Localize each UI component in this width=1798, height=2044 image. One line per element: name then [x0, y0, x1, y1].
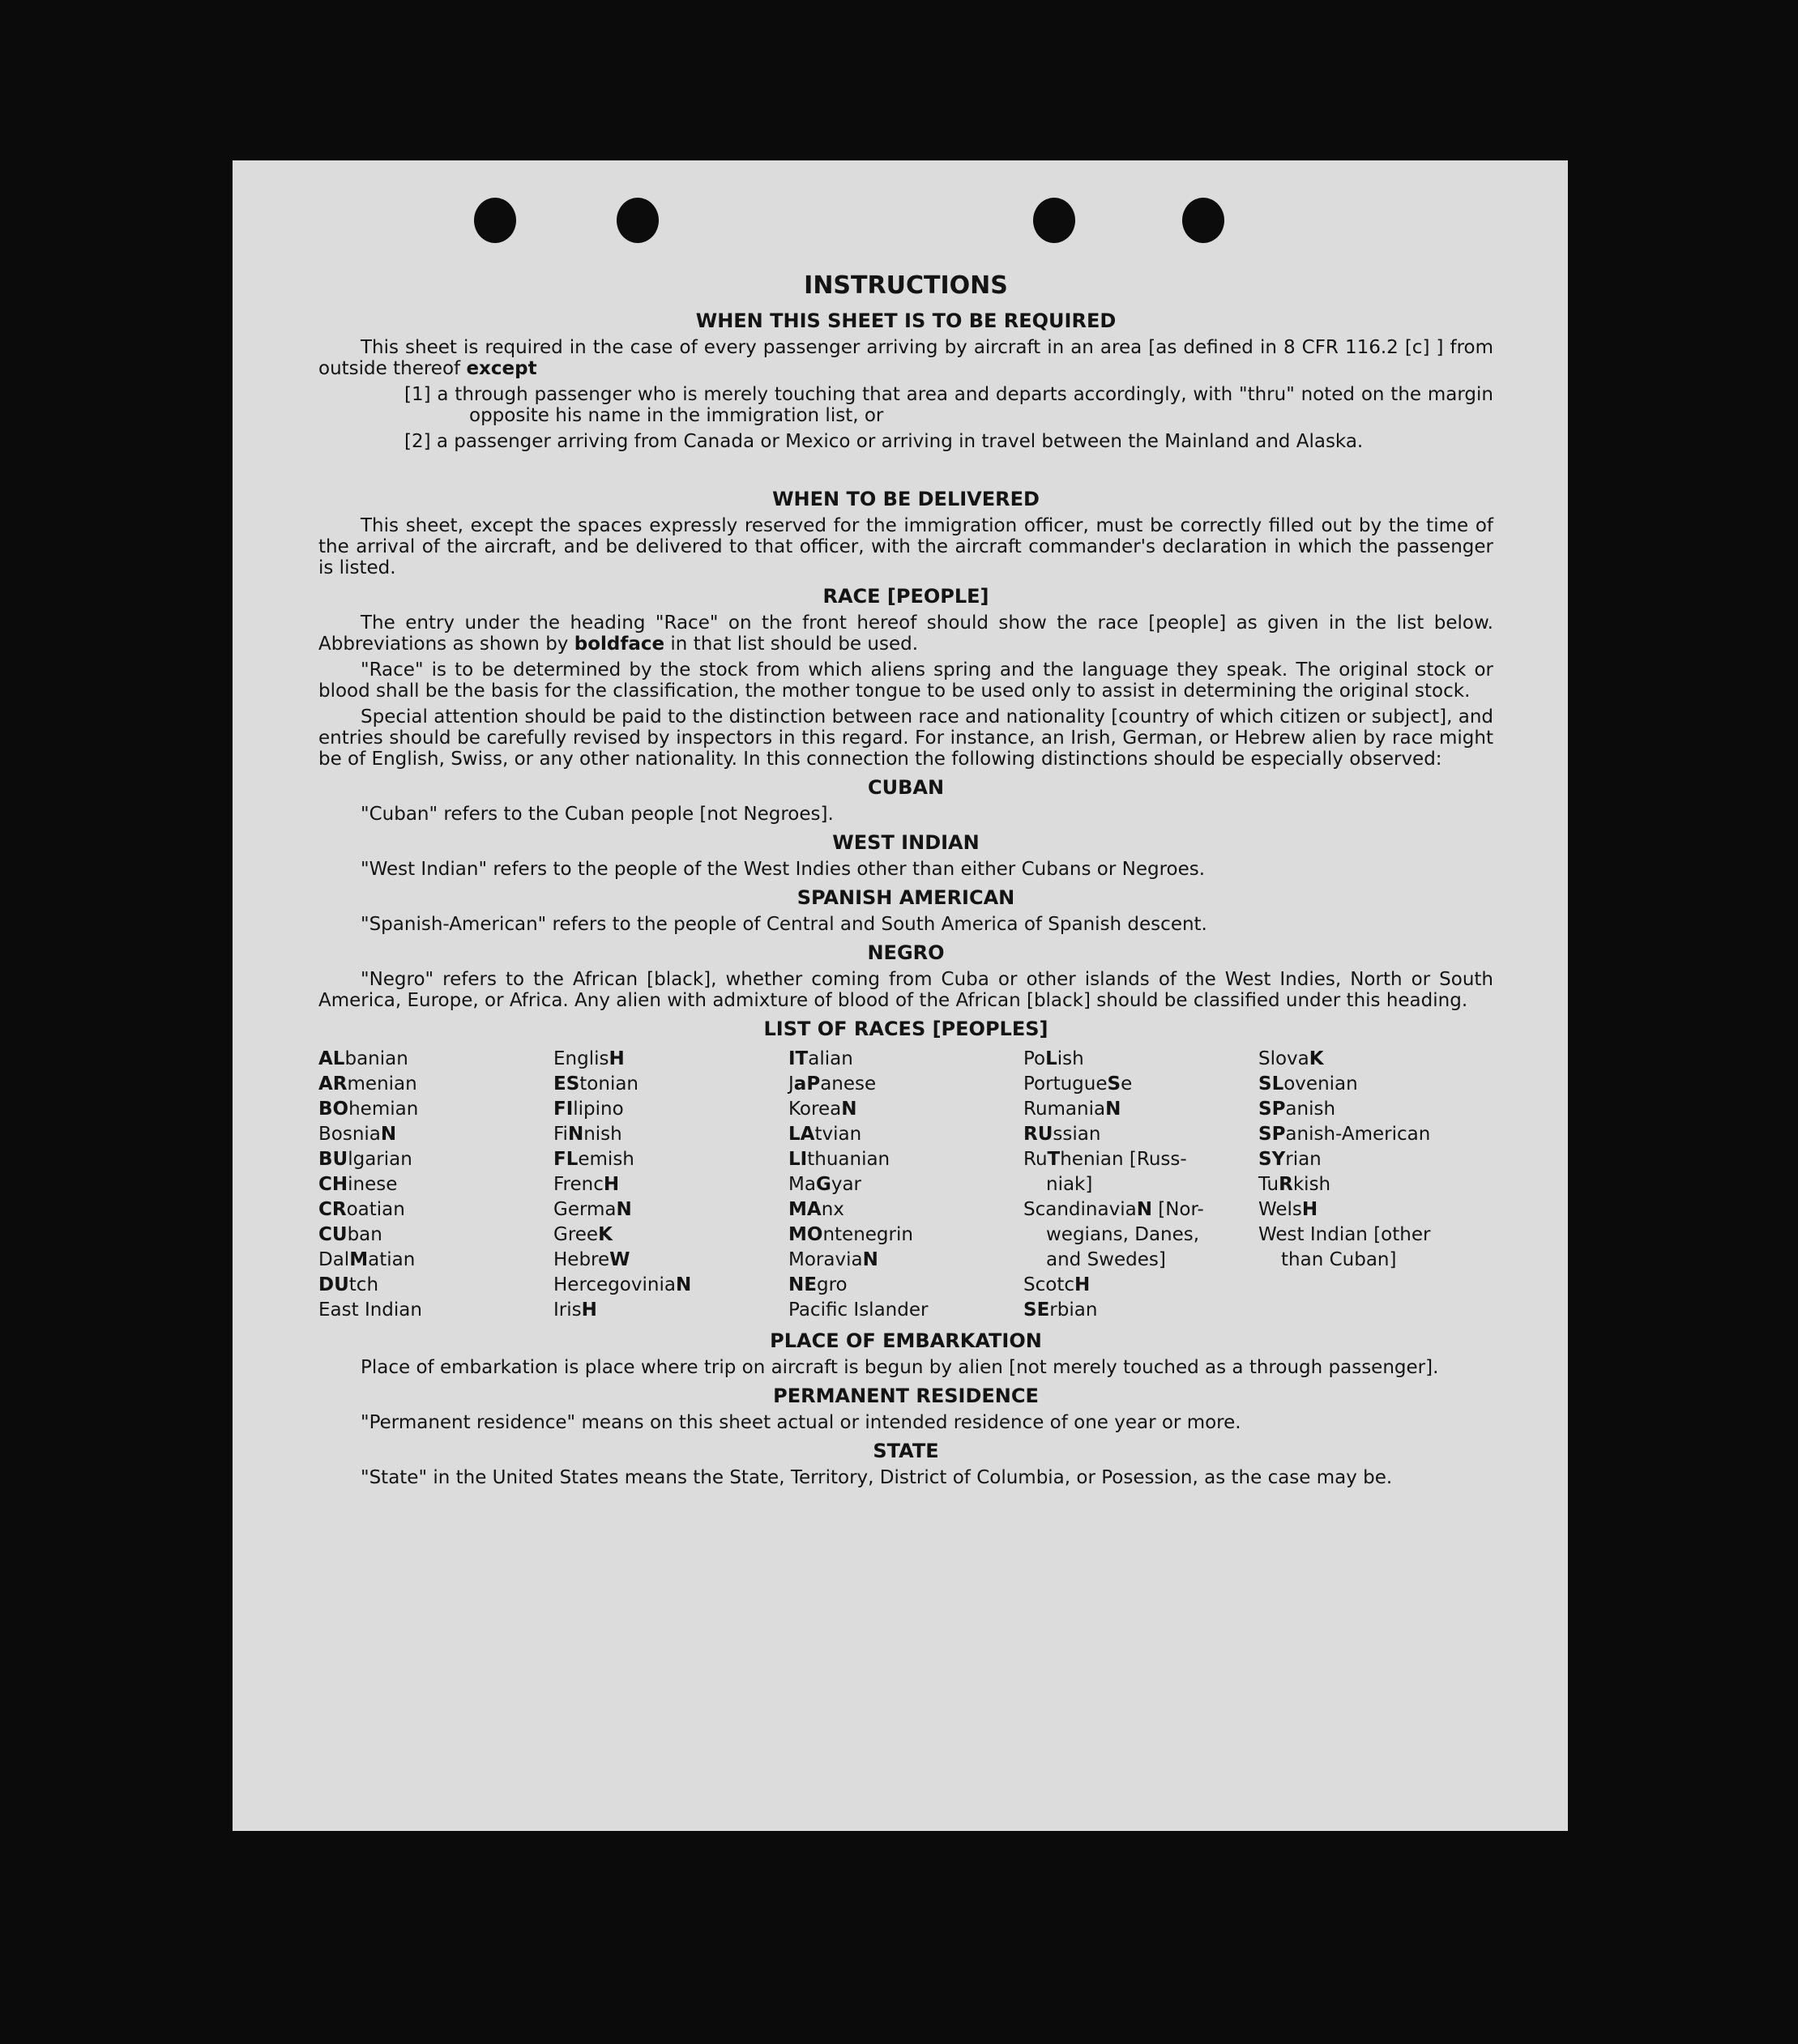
heading-west-indian: WEST INDIAN	[832, 831, 980, 854]
race-entry: GermaN	[553, 1199, 632, 1220]
race-entry: HercegoviniaN	[553, 1274, 692, 1295]
cuban-text: "Cuban" refers to the Cuban people [not Negroes].	[361, 804, 834, 825]
race-entry: SlovaK	[1258, 1048, 1324, 1069]
race-entry: WelsH	[1258, 1199, 1318, 1220]
delivered-text: This sheet, except the spaces expressly reserved for the immigration officer, must be correctly filled out by the time of the arrival of the aircraft, and be delivered to that officer, with the aircraft commander's declaration in which the passenger is listed.	[318, 515, 1493, 578]
punch-hole	[1033, 198, 1075, 243]
race-entry: PortugueSe	[1023, 1073, 1133, 1095]
race-entry: SErbian	[1023, 1299, 1098, 1321]
race-entry: ScandinaviaN [Nor- wegians, Danes, and Swedes]	[1023, 1199, 1204, 1270]
race-entry: FiNnish	[553, 1124, 622, 1145]
spanish-american-text: "Spanish-American" refers to the people of Central and South America of Spanish descent.	[361, 914, 1207, 935]
race-entry: PoLish	[1023, 1048, 1084, 1069]
race-entry: BUlgarian	[318, 1149, 412, 1170]
race-entry: EStonian	[553, 1073, 639, 1095]
race-entry: MOntenegrin	[788, 1224, 913, 1245]
race-entry: KoreaN	[788, 1099, 857, 1120]
race-entry: HebreW	[553, 1249, 630, 1270]
race-entry: ITalian	[788, 1048, 853, 1069]
race-entry: LIthuanian	[788, 1149, 890, 1170]
race-entry: BOhemian	[318, 1099, 419, 1120]
required-intro-except: except	[466, 358, 537, 379]
races-list	[318, 1047, 1493, 1323]
race-entry: JaPanese	[788, 1073, 877, 1095]
race-entry: West Indian [other than Cuban]	[1258, 1224, 1431, 1270]
required-item-2: [2] a passenger arriving from Canada or Mexico or arriving in travel between the Mainland and Alaska.	[404, 431, 1364, 452]
race-entry: ScotcH	[1023, 1274, 1091, 1295]
race-entry: NEgro	[788, 1274, 848, 1295]
race-p1-a: The entry under the heading "Race" on the front hereof should show the race [people] as given in the list below. Abbreviations as shown by	[318, 612, 1493, 655]
required-intro-text: This sheet is required in the case of every passenger arriving by aircraft in an area [as defined in 8 CFR 116.2 [c] ] from outside thereof	[318, 337, 1493, 379]
heading-residence: PERMANENT RESIDENCE	[773, 1385, 1039, 1407]
races-column	[788, 1047, 1023, 1323]
races-column	[553, 1047, 788, 1323]
race-entry: MAnx	[788, 1199, 844, 1220]
race-entry: East Indian	[318, 1299, 422, 1321]
negro-text: "Negro" refers to the African [black], whether coming from Cuba or other islands of the West Indies, North or South America, Europe, or Africa. Any alien with admixture of blood of the African [black] should be classified under this heading.	[318, 969, 1493, 1011]
state-text: "State" in the United States means the State, Territory, District of Columbia, or Posession, as the case may be.	[361, 1467, 1393, 1488]
race-entry: ALbanian	[318, 1048, 408, 1069]
race-p1-bold: boldface	[574, 634, 665, 655]
race-p1-b: in that list should be used.	[670, 634, 919, 655]
race-entry: CUban	[318, 1224, 382, 1245]
race-entry: GreeK	[553, 1224, 613, 1245]
heading-races-list: LIST OF RACES [PEOPLES]	[763, 1018, 1048, 1040]
heading-embarkation: PLACE OF EMBARKATION	[770, 1329, 1042, 1352]
heading-spanish-american: SPANISH AMERICAN	[797, 886, 1015, 909]
west-indian-text: "West Indian" refers to the people of the West Indies other than either Cubans or Negroes.	[361, 859, 1206, 880]
race-entry: FrencH	[553, 1174, 620, 1195]
heading-state: STATE	[873, 1440, 939, 1462]
heading-negro: NEGRO	[867, 941, 945, 964]
race-entry: DalMatian	[318, 1249, 416, 1270]
instructions-content	[318, 272, 1493, 1493]
race-paragraph-3: Special attention should be paid to the distinction between race and nationality [country of which citizen or subject], and entries should be carefully revised by inspectors in this regard. For instance, an Irish, German, or Hebrew alien by race might be of English, Swiss, or any other nationality. In this connection the following distinctions should be especially observed:	[318, 706, 1493, 770]
race-paragraph-2: "Race" is to be determined by the stock from which aliens spring and the language they speak. The original stock or blood shall be the basis for the classification, the mother tongue to be used only to assist in determining the original stock.	[318, 659, 1493, 702]
race-entry: LAtvian	[788, 1124, 862, 1145]
punch-hole	[474, 198, 516, 243]
heading-race: RACE [PEOPLE]	[822, 585, 989, 608]
race-entry: EnglisH	[553, 1048, 625, 1069]
race-entry: Pacific Islander	[788, 1299, 929, 1321]
races-column	[318, 1047, 553, 1323]
race-entry: SPanish-American	[1258, 1124, 1431, 1145]
race-paragraph-1	[318, 612, 1493, 655]
race-entry: BosniaN	[318, 1124, 397, 1145]
race-entry: TuRkish	[1258, 1174, 1331, 1195]
required-intro	[318, 337, 1493, 379]
race-entry: DUtch	[318, 1274, 379, 1295]
punch-hole	[617, 198, 659, 243]
race-entry: SPanish	[1258, 1099, 1336, 1120]
race-entry: RumaniaN	[1023, 1099, 1121, 1120]
residence-text: "Permanent residence" means on this sheet actual or intended residence of one year or more.	[361, 1412, 1241, 1433]
page-title: INSTRUCTIONS	[804, 271, 1008, 300]
race-entry: RuThenian [Russ- niak]	[1023, 1149, 1187, 1195]
race-entry: CHinese	[318, 1174, 398, 1195]
document-sheet	[233, 160, 1568, 1831]
races-column	[1023, 1047, 1258, 1323]
race-entry: MoraviaN	[788, 1249, 878, 1270]
heading-delivered: WHEN TO BE DELIVERED	[772, 488, 1040, 510]
race-entry: CRoatian	[318, 1199, 405, 1220]
embarkation-text: Place of embarkation is place where trip on aircraft is begun by alien [not merely touched as a through passenger].	[361, 1357, 1439, 1378]
required-item-1: [1] a through passenger who is merely touching that area and departs accordingly, with "thru" noted on the margin opposite his name in the immigration list, or	[404, 384, 1493, 426]
race-entry: ARmenian	[318, 1073, 417, 1095]
race-entry: SYrian	[1258, 1149, 1322, 1170]
race-entry: FIlipino	[553, 1099, 624, 1120]
races-column	[1258, 1047, 1493, 1323]
race-entry: MaGyar	[788, 1174, 862, 1195]
race-entry: FLemish	[553, 1149, 634, 1170]
race-entry: RUssian	[1023, 1124, 1101, 1145]
heading-cuban: CUBAN	[867, 776, 945, 799]
heading-required: WHEN THIS SHEET IS TO BE REQUIRED	[695, 309, 1117, 332]
race-entry: SLovenian	[1258, 1073, 1358, 1095]
race-entry: IrisH	[553, 1299, 597, 1321]
punch-hole	[1182, 198, 1224, 243]
